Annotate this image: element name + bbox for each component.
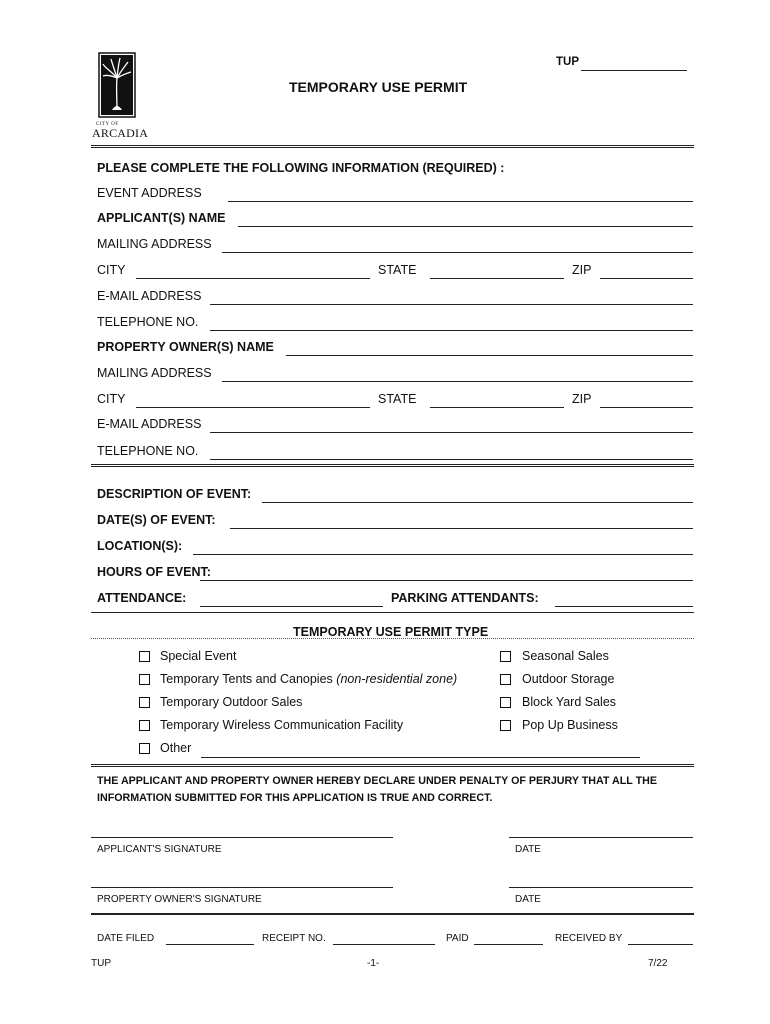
applicant-date-line[interactable] <box>509 837 693 838</box>
outdoor-sales-checkbox[interactable] <box>139 697 150 708</box>
applicant-signature-line[interactable] <box>91 837 393 838</box>
owner-city-field[interactable] <box>136 393 370 408</box>
event-hours-label: HOURS OF EVENT: <box>97 565 211 579</box>
instructions: PLEASE COMPLETE THE FOLLOWING INFORMATION (REQUIRED) : <box>97 161 505 175</box>
applicant-email-label: E-MAIL ADDRESS <box>97 289 202 303</box>
paid-field[interactable] <box>474 932 543 945</box>
owner-telephone-label: TELEPHONE NO. <box>97 444 199 458</box>
applicant-mailing-label: MAILING ADDRESS <box>97 237 212 251</box>
event-locations-label: LOCATION(S): <box>97 539 183 553</box>
applicant-email-field[interactable] <box>210 290 693 305</box>
seasonal-sales-checkbox[interactable] <box>500 651 511 662</box>
logo-city-of: CITY OF <box>96 122 119 127</box>
paid-label: PAID <box>446 933 469 944</box>
logo-city-name: ARCADIA <box>92 126 149 140</box>
declaration-line-1: THE APPLICANT AND PROPERTY OWNER HEREBY DECLARE UNDER PENALTY OF PERJURY THAT ALL THE <box>97 775 657 787</box>
owner-state-label: STATE <box>378 392 417 406</box>
declaration-divider <box>91 764 694 767</box>
owner-email-label: E-MAIL ADDRESS <box>97 417 202 431</box>
event-address-label: EVENT ADDRESS <box>97 186 202 200</box>
event-hours-field[interactable] <box>200 566 693 581</box>
block-yard-sales-checkbox[interactable] <box>500 697 511 708</box>
block-yard-sales-label: Block Yard Sales <box>522 695 617 709</box>
owner-zip-field[interactable] <box>600 393 693 408</box>
seasonal-sales-label: Seasonal Sales <box>522 649 609 663</box>
received-by-field[interactable] <box>628 932 693 945</box>
date-filed-field[interactable] <box>166 932 254 945</box>
owner-signature-line[interactable] <box>91 887 393 888</box>
applicant-zip-label: ZIP <box>572 263 592 277</box>
applicant-telephone-label: TELEPHONE NO. <box>97 315 199 329</box>
tup-number-label: TUP <box>556 56 579 68</box>
section-divider <box>91 464 694 467</box>
header-divider <box>91 145 694 148</box>
declaration-line-2: INFORMATION SUBMITTED FOR THIS APPLICATION IS TRUE AND CORRECT. <box>97 792 493 804</box>
applicant-city-label: CITY <box>97 263 126 277</box>
applicant-name-field[interactable] <box>238 212 693 227</box>
owner-state-field[interactable] <box>430 393 564 408</box>
owner-mailing-label: MAILING ADDRESS <box>97 366 212 380</box>
outdoor-sales-label: Temporary Outdoor Sales <box>160 695 303 709</box>
owner-signature-label: PROPERTY OWNER'S SIGNATURE <box>97 894 262 905</box>
applicant-date-label: DATE <box>515 844 541 855</box>
applicant-telephone-field[interactable] <box>210 316 693 331</box>
applicant-mailing-field[interactable] <box>222 238 693 253</box>
office-divider <box>91 913 694 915</box>
permit-type-heading: TEMPORARY USE PERMIT TYPE <box>293 625 489 639</box>
receipt-field[interactable] <box>333 932 435 945</box>
receipt-label: RECEIPT NO. <box>262 933 326 944</box>
event-description-field[interactable] <box>262 488 693 503</box>
owner-telephone-field[interactable] <box>210 445 693 460</box>
attendance-field[interactable] <box>200 592 383 607</box>
parking-attendants-field[interactable] <box>555 592 693 607</box>
date-filed-label: DATE FILED <box>97 933 155 944</box>
applicant-state-label: STATE <box>378 263 417 277</box>
wireless-facility-label: Temporary Wireless Communication Facility <box>160 718 404 732</box>
event-description-label: DESCRIPTION OF EVENT: <box>97 487 252 501</box>
outdoor-storage-checkbox[interactable] <box>500 674 511 685</box>
event-locations-field[interactable] <box>193 540 693 555</box>
owner-date-label: DATE <box>515 894 541 905</box>
owner-name-field[interactable] <box>286 341 693 356</box>
owner-date-line[interactable] <box>509 887 693 888</box>
received-by-label: RECEIVED BY <box>555 933 623 944</box>
event-dates-label: DATE(S) OF EVENT: <box>97 513 216 527</box>
other-checkbox[interactable] <box>139 743 150 754</box>
applicant-name-label: APPLICANT(S) NAME <box>97 211 226 225</box>
owner-email-field[interactable] <box>210 418 693 433</box>
owner-name-label: PROPERTY OWNER(S) NAME <box>97 340 274 354</box>
tents-canopies-text: Temporary Tents and Canopies <box>160 672 333 686</box>
parking-attendants-label: PARKING ATTENDANTS: <box>391 591 539 605</box>
applicant-zip-field[interactable] <box>600 264 693 279</box>
pop-up-business-checkbox[interactable] <box>500 720 511 731</box>
applicant-signature-label: APPLICANT'S SIGNATURE <box>97 844 222 855</box>
tents-canopies-label <box>160 672 457 686</box>
wireless-facility-checkbox[interactable] <box>139 720 150 731</box>
tents-canopies-checkbox[interactable] <box>139 674 150 685</box>
applicant-state-field[interactable] <box>430 264 564 279</box>
event-divider <box>91 612 694 613</box>
other-field[interactable] <box>201 743 640 758</box>
other-label: Other <box>160 741 192 755</box>
event-dates-field[interactable] <box>230 514 693 529</box>
page-number: -1- <box>367 958 380 969</box>
tup-number-field[interactable] <box>581 56 687 71</box>
owner-city-label: CITY <box>97 392 126 406</box>
permit-type-underline <box>91 638 694 639</box>
event-address-field[interactable] <box>228 187 693 202</box>
attendance-label: ATTENDANCE: <box>97 591 187 605</box>
owner-mailing-field[interactable] <box>222 367 693 382</box>
pop-up-business-label: Pop Up Business <box>522 718 618 732</box>
tents-canopies-note: (non-residential zone) <box>336 672 458 686</box>
page-title: TEMPORARY USE PERMIT <box>289 79 468 95</box>
special-event-checkbox[interactable] <box>139 651 150 662</box>
outdoor-storage-label: Outdoor Storage <box>522 672 615 686</box>
applicant-city-field[interactable] <box>136 264 370 279</box>
revision-date: 7/22 <box>648 958 668 969</box>
owner-zip-label: ZIP <box>572 392 592 406</box>
special-event-label: Special Event <box>160 649 237 663</box>
footer-left: TUP <box>91 958 111 969</box>
